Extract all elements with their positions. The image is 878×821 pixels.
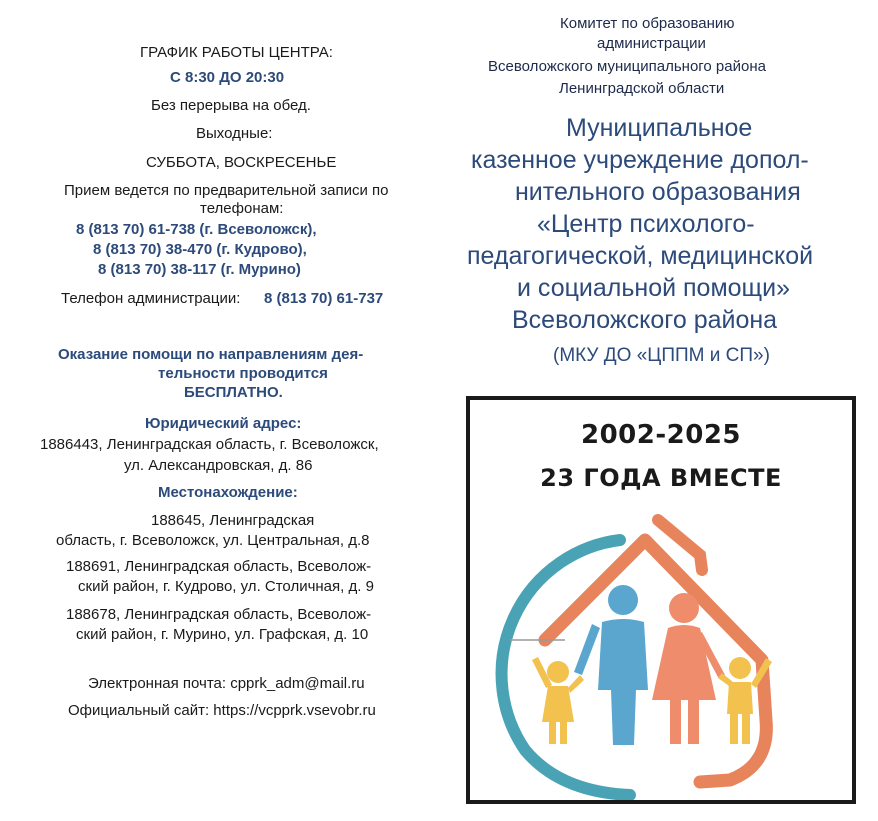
legal-address-line-2: ул. Александровская, д. 86 [124, 457, 313, 474]
no-break-note: Без перерыва на обед. [151, 97, 311, 114]
phone-vsevolozhsk: 8 (813 70) 61-738 (г. Всеволожск), [76, 221, 317, 238]
org-name-line-5: педагогической, медицинской [467, 242, 814, 270]
logo-caption: 23 ГОДА ВМЕСТЕ [540, 464, 782, 492]
appointment-text-2: телефонам: [200, 200, 284, 217]
location-3-line-2: ский район, г. Мурино, ул. Графская, д. 10 [76, 626, 369, 643]
committee-line-3: Всеволожского муниципального района [488, 58, 766, 75]
location-2-line-2: ский район, г. Кудрово, ул. Столичная, д. 9 [78, 578, 374, 595]
family-house-logo [470, 500, 852, 800]
free-help-line-2: тельности проводится [158, 365, 328, 382]
location-title: Местонахождение: [158, 484, 298, 501]
anniversary-logo-box [466, 396, 856, 804]
org-name-line-4: «Центр психолого- [537, 210, 755, 238]
legal-address-title: Юридический адрес: [145, 415, 302, 432]
admin-phone: 8 (813 70) 61-737 [264, 290, 384, 307]
committee-line-2: администрации [597, 35, 706, 52]
website-line: Официальный сайт: https://vcpprk.vsevobr.ru [68, 702, 376, 719]
committee-line-4: Ленинградской области [559, 80, 725, 97]
legal-address-line-1: 1886443, Ленинградская область, г. Всеволожск, [40, 436, 379, 453]
org-name-line-6: и социальной помощи» [517, 274, 790, 302]
org-name-line-1: Муниципальное [566, 114, 753, 142]
schedule-title: ГРАФИК РАБОТЫ ЦЕНТРА: [140, 44, 333, 61]
free-help-line-1: Оказание помощи по направлениям дея- [58, 346, 364, 363]
admin-phone-label: Телефон администрации: [61, 290, 241, 307]
days-off-label: Выходные: [196, 125, 273, 142]
committee-line-1: Комитет по образованию [560, 15, 735, 32]
email-line: Электронная почта: cpprk_adm@mail.ru [88, 675, 365, 692]
org-name-line-7: Всеволожского района [512, 306, 778, 334]
location-1-line-2: область, г. Всеволожск, ул. Центральная, д.8 [56, 532, 370, 549]
location-1-line-1: 188645, Ленинградская [151, 512, 315, 529]
phone-kudrovo: 8 (813 70) 38-470 (г. Кудрово), [93, 241, 307, 258]
logo-years: 2002-2025 [580, 420, 742, 450]
location-3-line-1: 188678, Ленинградская область, Всеволож- [66, 606, 372, 623]
phone-murino: 8 (813 70) 38-117 (г. Мурино) [98, 261, 301, 278]
org-name-line-3: нительного образования [515, 178, 801, 206]
org-name-line-2: казенное учреждение допол- [471, 146, 809, 174]
schedule-time: С 8:30 ДО 20:30 [170, 69, 285, 86]
appointment-text-1: Прием ведется по предварительной записи по [64, 182, 389, 199]
free-help-line-3: БЕСПЛАТНО. [184, 384, 283, 401]
location-2-line-1: 188691, Ленинградская область, Всеволож- [66, 558, 372, 575]
org-abbreviation: (МКУ ДО «ЦППМ и СП») [553, 345, 770, 366]
days-off: СУББОТА, ВОСКРЕСЕНЬЕ [146, 154, 337, 171]
